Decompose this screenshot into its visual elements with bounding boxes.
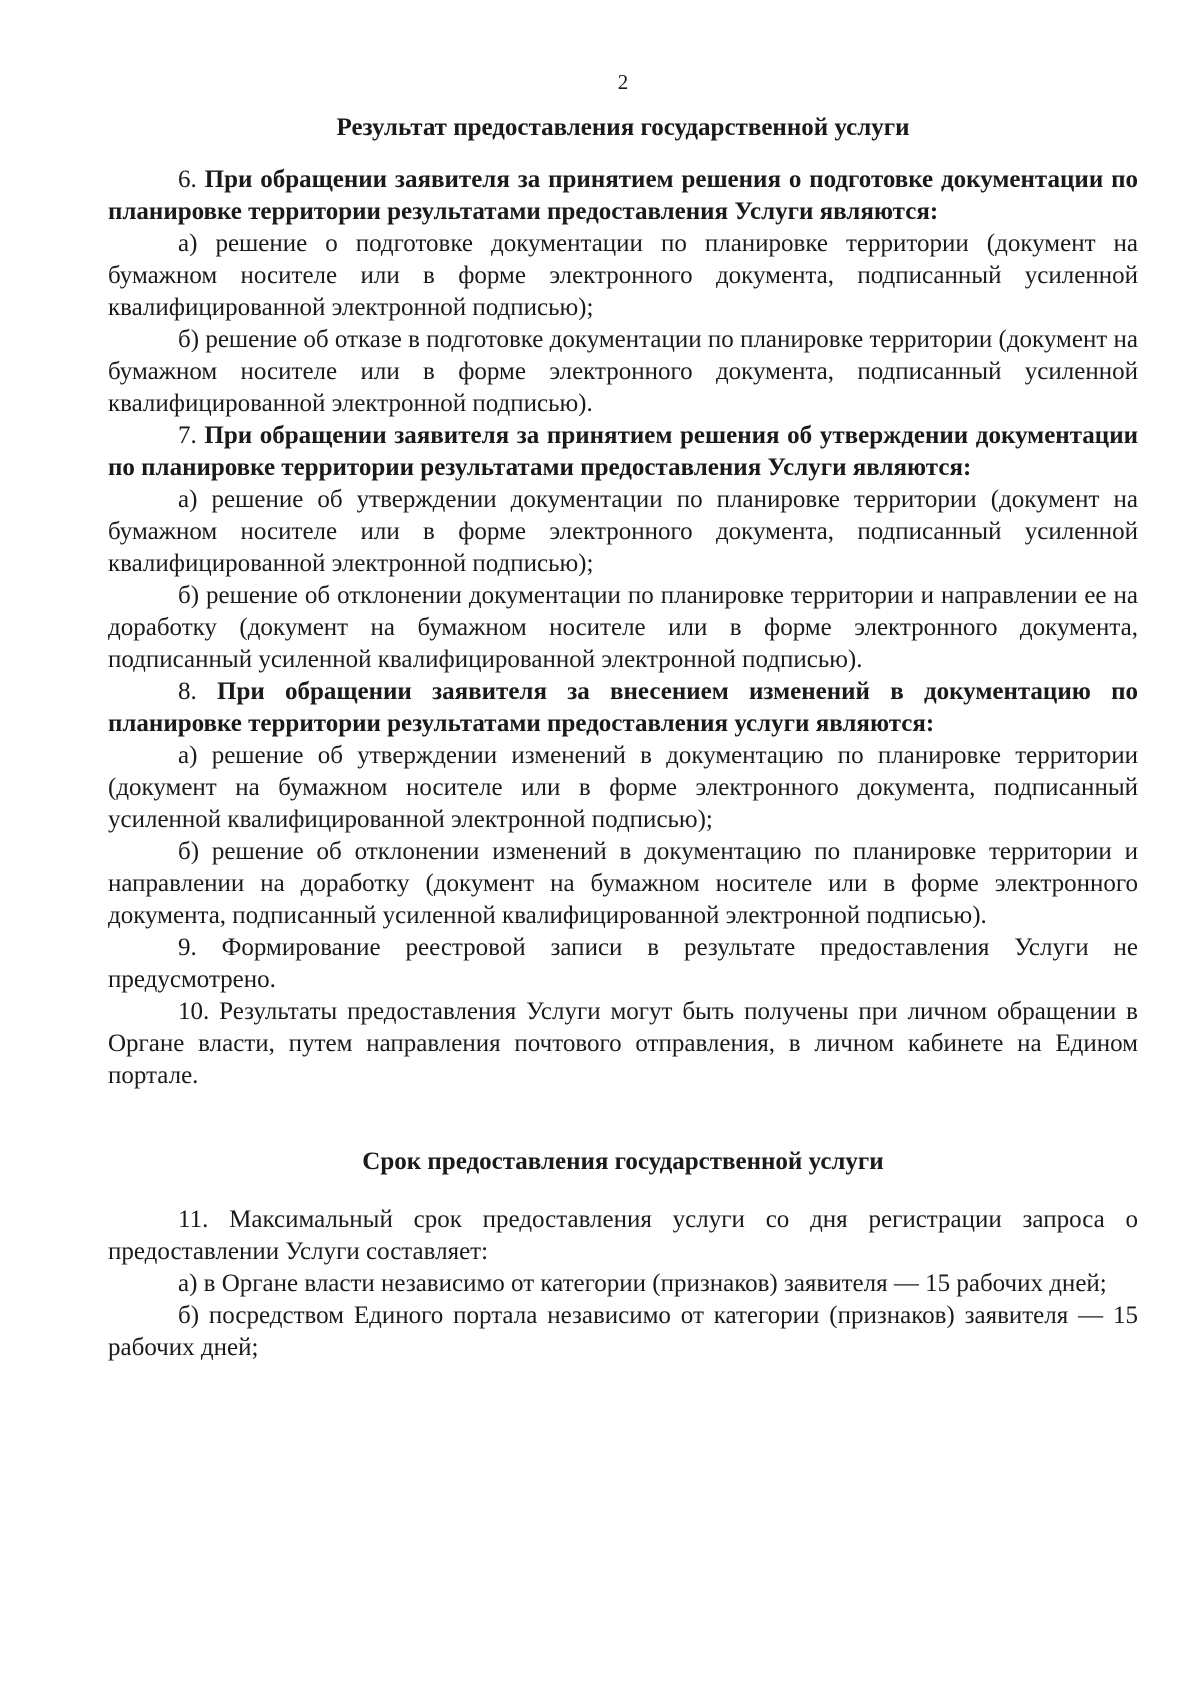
paragraph-10: 10. Результаты предоставления Услуги могут быть получены при личном обращении в Органе власти, путем направления почтового отправления, в личном кабинете на Едином портале. bbox=[108, 998, 1138, 1089]
paragraph-7 bbox=[108, 420, 1138, 484]
paragraph-7a: а) решение об утверждении документации по планировке территории (документ на бумажном носителе или в форме электронного документа, подписанный усиленной квалифицированной электронной подписью); bbox=[108, 486, 1138, 577]
section-title-result: Результат предоставления государственной услуги bbox=[336, 114, 910, 141]
paragraph-11a: а) в Органе власти независимо от категории (признаков) заявителя — 15 рабочих дней; bbox=[178, 1270, 1107, 1297]
paragraph-6b: б) решение об отказе в подготовке документации по планировке территории (документ на бумажном носителе или в форме электронного документа, подписанный усиленной квалифицированной электронной подписью). bbox=[108, 326, 1138, 417]
paragraph-8 bbox=[108, 676, 1138, 740]
paragraph-heading: При обращении заявителя за принятием решения об утверждении документации по планировке территории результатами предоставления Услуги являются: bbox=[108, 422, 1139, 481]
paragraph-7b: б) решение об отклонении документации по планировке территории и направлении ее на доработку (документ на бумажном носителе или в форме электронного документа, подписанный усиленной квалифицированной электронной подписью). bbox=[108, 582, 1138, 673]
paragraph-number: 6. bbox=[178, 166, 197, 193]
paragraph-number: 7. bbox=[178, 422, 197, 449]
paragraph-6a: а) решение о подготовке документации по планировке территории (документ на бумажном носителе или в форме электронного документа, подписанный усиленной квалифицированной электронной подписью); bbox=[108, 230, 1138, 321]
paragraph-6 bbox=[108, 164, 1138, 228]
section-title-deadline: Срок предоставления государственной услуги bbox=[362, 1148, 884, 1175]
paragraph-11b: б) посредством Единого портала независимо от категории (признаков) заявителя — 15 рабочих дней; bbox=[108, 1302, 1138, 1361]
document-page bbox=[108, 70, 1138, 1364]
paragraph-8b: б) решение об отклонении изменений в документацию по планировке территории и направлении на доработку (документ на бумажном носителе или в форме электронного документа, подписанный усиленной квалифицированной электронной подписью). bbox=[108, 838, 1138, 929]
paragraph-11: 11. Максимальный срок предоставления услуги со дня регистрации запроса о предоставлении Услуги составляет: bbox=[108, 1206, 1138, 1265]
paragraph-heading: При обращении заявителя за внесением изменений в документацию по планировке территории результатами предоставления услуги являются: bbox=[108, 678, 1138, 737]
paragraph-heading: При обращении заявителя за принятием решения о подготовке документации по планировке территории результатами предоставления Услуги являются: bbox=[108, 166, 1138, 225]
page-number: 2 bbox=[617, 70, 629, 94]
paragraph-8a: а) решение об утверждении изменений в документацию по планировке территории (документ на бумажном носителе или в форме электронного документа, подписанный усиленной квалифицированной электронной подписью); bbox=[108, 742, 1138, 833]
paragraph-9: 9. Формирование реестровой записи в результате предоставления Услуги не предусмотрено. bbox=[108, 934, 1138, 993]
paragraph-number: 8. bbox=[178, 678, 197, 705]
